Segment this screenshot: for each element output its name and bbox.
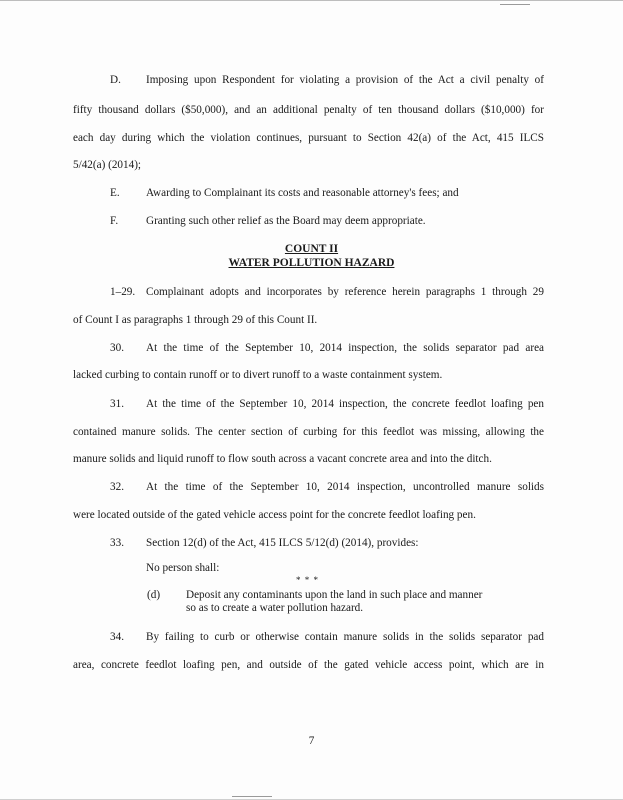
para-e-letter: E. (110, 187, 120, 199)
count-title: WATER POLLUTION HAZARD (228, 257, 395, 269)
para-33-text: Section 12(d) of the Act, 415 ILCS 5/12(d) (2014), provides: (146, 537, 419, 549)
para-30-number: 30. (110, 342, 124, 354)
page-number: 7 (308, 735, 315, 747)
para-32-text: At the time of the September 10, 2014 inspection, uncontrolled manure solids (146, 481, 544, 493)
para-d-line-4: 5/42(a) (2014); (73, 159, 142, 171)
para-f-text: Granting such other relief as the Board may deem appropriate. (146, 215, 426, 227)
para-31-text: At the time of the September 10, 2014 inspection, the concrete feedlot loafing pen (146, 398, 544, 410)
scan-mark-bottom (232, 796, 272, 797)
para-33-quote-intro: No person shall: (146, 562, 220, 574)
para-f-letter: F. (110, 215, 119, 227)
para-30-text: At the time of the September 10, 2014 inspection, the solids separator pad area (146, 342, 544, 354)
para-e-text: Awarding to Complainant its costs and reasonable attorney's fees; and (146, 187, 459, 199)
para-32-number: 32. (110, 481, 124, 493)
para-33-sub-label: (d) (147, 589, 161, 601)
para-31-line-2: contained manure solids. The center section of curbing for this feedlot was missing, allowing the (73, 426, 544, 438)
para-32-line-2: were located outside of the gated vehicle access point for the concrete feedlot loafing pen. (73, 509, 476, 521)
para-1-29-line-2: of Count I as paragraphs 1 through 29 of this Count II. (73, 314, 318, 326)
para-33-sub-line-1: Deposit any contaminants upon the land in such place and manner (186, 589, 483, 601)
para-d-line-2: fifty thousand dollars ($50,000), and an additional penalty of ten thousand dollars ($10,000) for (73, 104, 544, 116)
para-d-letter: D. (110, 74, 121, 86)
para-30-line-2: lacked curbing to contain runoff or to divert runoff to a waste containment system. (73, 369, 443, 381)
para-33-ellipsis: * * * (296, 575, 319, 585)
para-d-line-3: each day during which the violation continues, pursuant to Section 42(a) of the Act, 415 ILCS (73, 132, 544, 144)
para-1-29-number: 1–29. (110, 286, 136, 298)
para-1-29-text: Complainant adopts and incorporates by reference herein paragraphs 1 through 29 (146, 286, 544, 298)
para-34-text: By failing to curb or otherwise contain manure solids in the solids separator pad (146, 631, 544, 643)
para-34-line-2: area, concrete feedlot loafing pen, and outside of the gated vehicle access point, which are in (73, 659, 544, 671)
para-d-text: Imposing upon Respondent for violating a provision of the Act a civil penalty of (146, 74, 544, 86)
para-33-number: 33. (110, 537, 124, 549)
count-number: COUNT II (284, 243, 339, 255)
para-31-number: 31. (110, 398, 124, 410)
para-33-sub-line-2: so as to create a water pollution hazard. (186, 602, 364, 614)
para-34-number: 34. (110, 631, 124, 643)
scan-mark-top (500, 4, 530, 5)
para-31-line-3: manure solids and liquid runoff to flow south across a vacant concrete area and into the ditch. (73, 453, 492, 465)
